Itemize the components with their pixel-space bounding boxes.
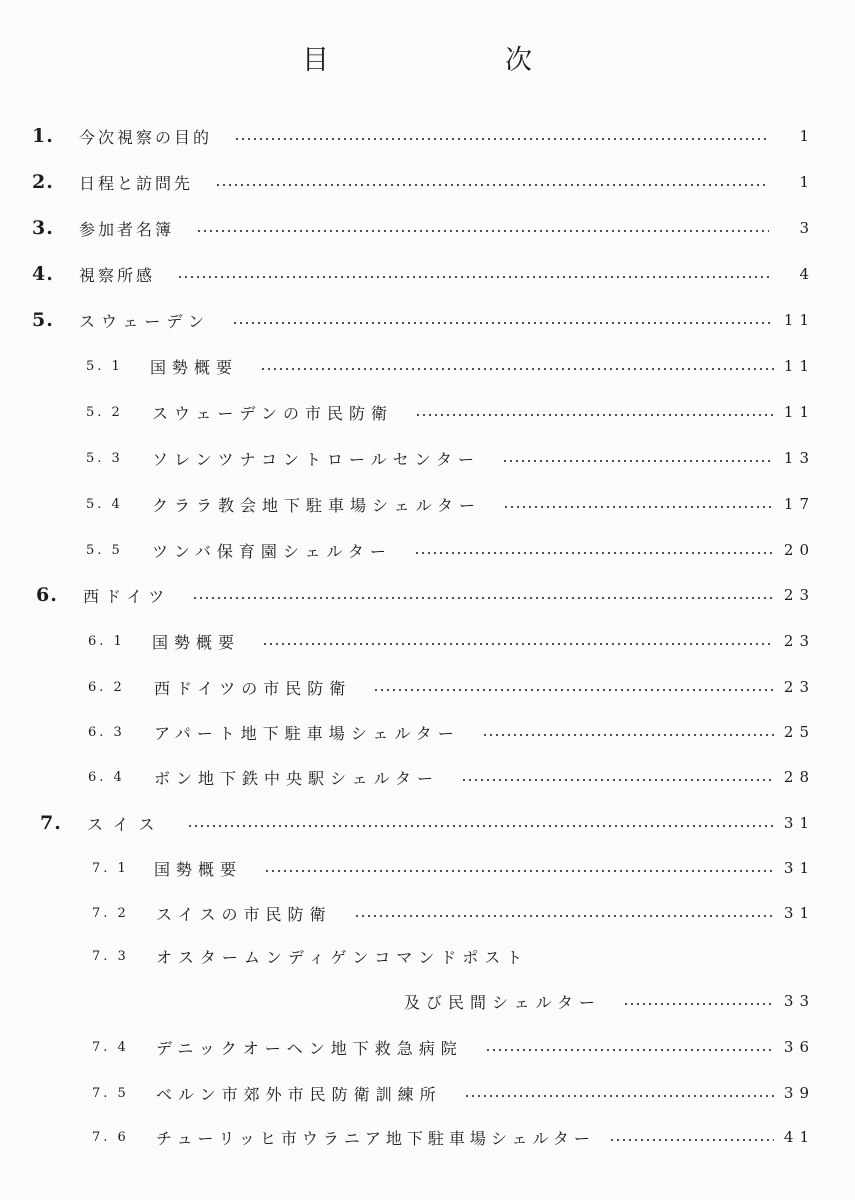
entry-title: 今次視察の目的 (79, 127, 213, 147)
toc-entry-7 (40, 808, 815, 838)
entry-page: 41 (783, 1128, 815, 1146)
entry-title: アパート地下駐車場シェルター (154, 723, 460, 743)
entry-title: ボン地下鉄中央駅シェルター (154, 768, 440, 788)
entry-title: チューリッヒ市ウラニア地下駐車場シェルター (156, 1128, 595, 1148)
toc-entry-5-5 (86, 535, 815, 565)
entry-page: 39 (783, 1084, 815, 1102)
toc-entry-1 (32, 121, 809, 151)
entry-page: 11 (783, 311, 815, 329)
entry-title: 視察所感 (79, 265, 156, 285)
entry-title: スイス (87, 814, 165, 834)
entry-page: 36 (783, 1038, 815, 1056)
dot-leader (373, 689, 774, 691)
toc-entry-5-2 (86, 397, 815, 427)
entry-number: 7. 5 (92, 1085, 129, 1101)
entry-number: 6. 4 (88, 769, 125, 785)
entry-number: 5. 5 (86, 542, 123, 558)
entry-number: 7. 2 (92, 905, 129, 921)
entry-title: 国勢概要 (150, 357, 239, 377)
dot-leader (609, 1139, 774, 1141)
entry-title: 西ドイツ (83, 586, 171, 606)
dot-leader (187, 825, 774, 827)
title-char-1: 目 (302, 45, 329, 76)
entry-page: 25 (783, 723, 815, 741)
entry-page: 3 (799, 219, 809, 237)
entry-number: 5. 4 (86, 496, 123, 512)
entry-page: 31 (783, 904, 815, 922)
dot-leader (415, 414, 774, 416)
dot-leader (177, 276, 769, 278)
entry-title: ベルン市郊外市民防衛訓練所 (156, 1084, 442, 1104)
entry-title: スウェーデン (79, 311, 211, 331)
entry-title: スイスの市民防衛 (156, 904, 332, 924)
entry-number: 6. 2 (88, 679, 125, 695)
entry-number: 5. 3 (86, 450, 123, 466)
entry-page: 31 (783, 859, 815, 877)
entry-number: 7. 1 (92, 860, 129, 876)
entry-page: 31 (783, 814, 815, 832)
dot-leader (464, 1095, 774, 1097)
entry-title: 西ドイツの市民防衛 (154, 678, 352, 698)
entry-number: 3. (32, 217, 54, 239)
dot-leader (414, 552, 774, 554)
toc-entry-7-6 (92, 1122, 815, 1152)
entry-number: 6. (36, 584, 58, 606)
dot-leader (623, 1003, 774, 1005)
entry-page: 1 (799, 173, 809, 191)
dot-leader (485, 1049, 774, 1051)
dot-leader (234, 138, 769, 140)
title-char-2: 次 (505, 45, 532, 76)
entry-title: デニックオーヘン地下救急病院 (156, 1038, 463, 1058)
entry-number: 2. (32, 171, 54, 193)
entry-page: 13 (783, 449, 815, 467)
toc-entry-6-3 (88, 717, 815, 747)
entry-title-continuation: 及び民間シェルター (404, 992, 602, 1012)
dot-leader (232, 322, 774, 324)
entry-title: ソレンツナコントロールセンター (152, 449, 481, 469)
toc-entry-7-2 (92, 898, 815, 928)
entry-number: 5. (32, 309, 54, 331)
toc-entry-5-4 (86, 489, 815, 519)
entry-page: 23 (783, 678, 815, 696)
dot-leader (461, 779, 774, 781)
entry-page: 11 (783, 403, 815, 421)
entry-page: 23 (783, 632, 815, 650)
dot-leader (260, 368, 774, 370)
entry-number: 7. (40, 812, 62, 834)
entry-number: 4. (32, 263, 54, 285)
entry-title: 日程と訪問先 (79, 173, 194, 193)
toc-entry-7-3 (92, 941, 809, 971)
toc-entry-4 (32, 259, 809, 289)
entry-title: 国勢概要 (152, 632, 241, 652)
dot-leader (482, 734, 774, 736)
entry-number: 6. 1 (88, 633, 125, 649)
toc-entry-5-3 (86, 443, 815, 473)
entry-title: スウェーデンの市民防衛 (152, 403, 394, 423)
dot-leader (354, 915, 774, 917)
dot-leader (502, 460, 774, 462)
toc-entry-5 (32, 305, 815, 335)
entry-number: 1. (32, 125, 54, 147)
entry-number: 5. 1 (86, 358, 123, 374)
toc-entry-7-5 (92, 1078, 815, 1108)
entry-page: 1 (799, 127, 809, 145)
toc-entry-6-4 (88, 762, 815, 792)
entry-number: 6. 3 (88, 724, 125, 740)
entry-page: 33 (783, 992, 815, 1010)
dot-leader (262, 643, 774, 645)
dot-leader (215, 184, 769, 186)
dot-leader (192, 597, 774, 599)
dot-leader (196, 230, 769, 232)
toc-entry-7-4 (92, 1032, 815, 1062)
entry-page: 17 (783, 495, 815, 513)
entry-title: クララ教会地下駐車場シェルター (152, 495, 482, 515)
entry-page: 23 (783, 586, 815, 604)
entry-page: 28 (783, 768, 815, 786)
dot-leader (264, 870, 774, 872)
entry-page: 4 (799, 265, 809, 283)
toc-entry-7-1 (92, 853, 815, 883)
toc-entry-5-1 (86, 351, 815, 381)
entry-number: 7. 3 (92, 948, 129, 964)
toc-entry-3 (32, 213, 809, 243)
entry-number: 5. 2 (86, 404, 123, 420)
toc-entry-6-1 (88, 626, 815, 656)
entry-number: 7. 6 (92, 1129, 129, 1145)
entry-title: オスタームンディゲンコマンドポスト (156, 947, 529, 967)
entry-number: 7. 4 (92, 1039, 129, 1055)
entry-page: 20 (783, 541, 815, 559)
toc-entry-2 (32, 167, 809, 197)
entry-title: ツンバ保育園シェルター (152, 541, 392, 561)
entry-title: 国勢概要 (154, 859, 243, 879)
toc-entry-6-2 (88, 672, 815, 702)
entry-title: 参加者名簿 (79, 219, 175, 239)
dot-leader (503, 506, 774, 508)
toc-entry-7-3-continued (404, 986, 815, 1016)
entry-page: 11 (783, 357, 815, 375)
toc-entry-6 (36, 580, 815, 610)
page-title (0, 38, 855, 78)
